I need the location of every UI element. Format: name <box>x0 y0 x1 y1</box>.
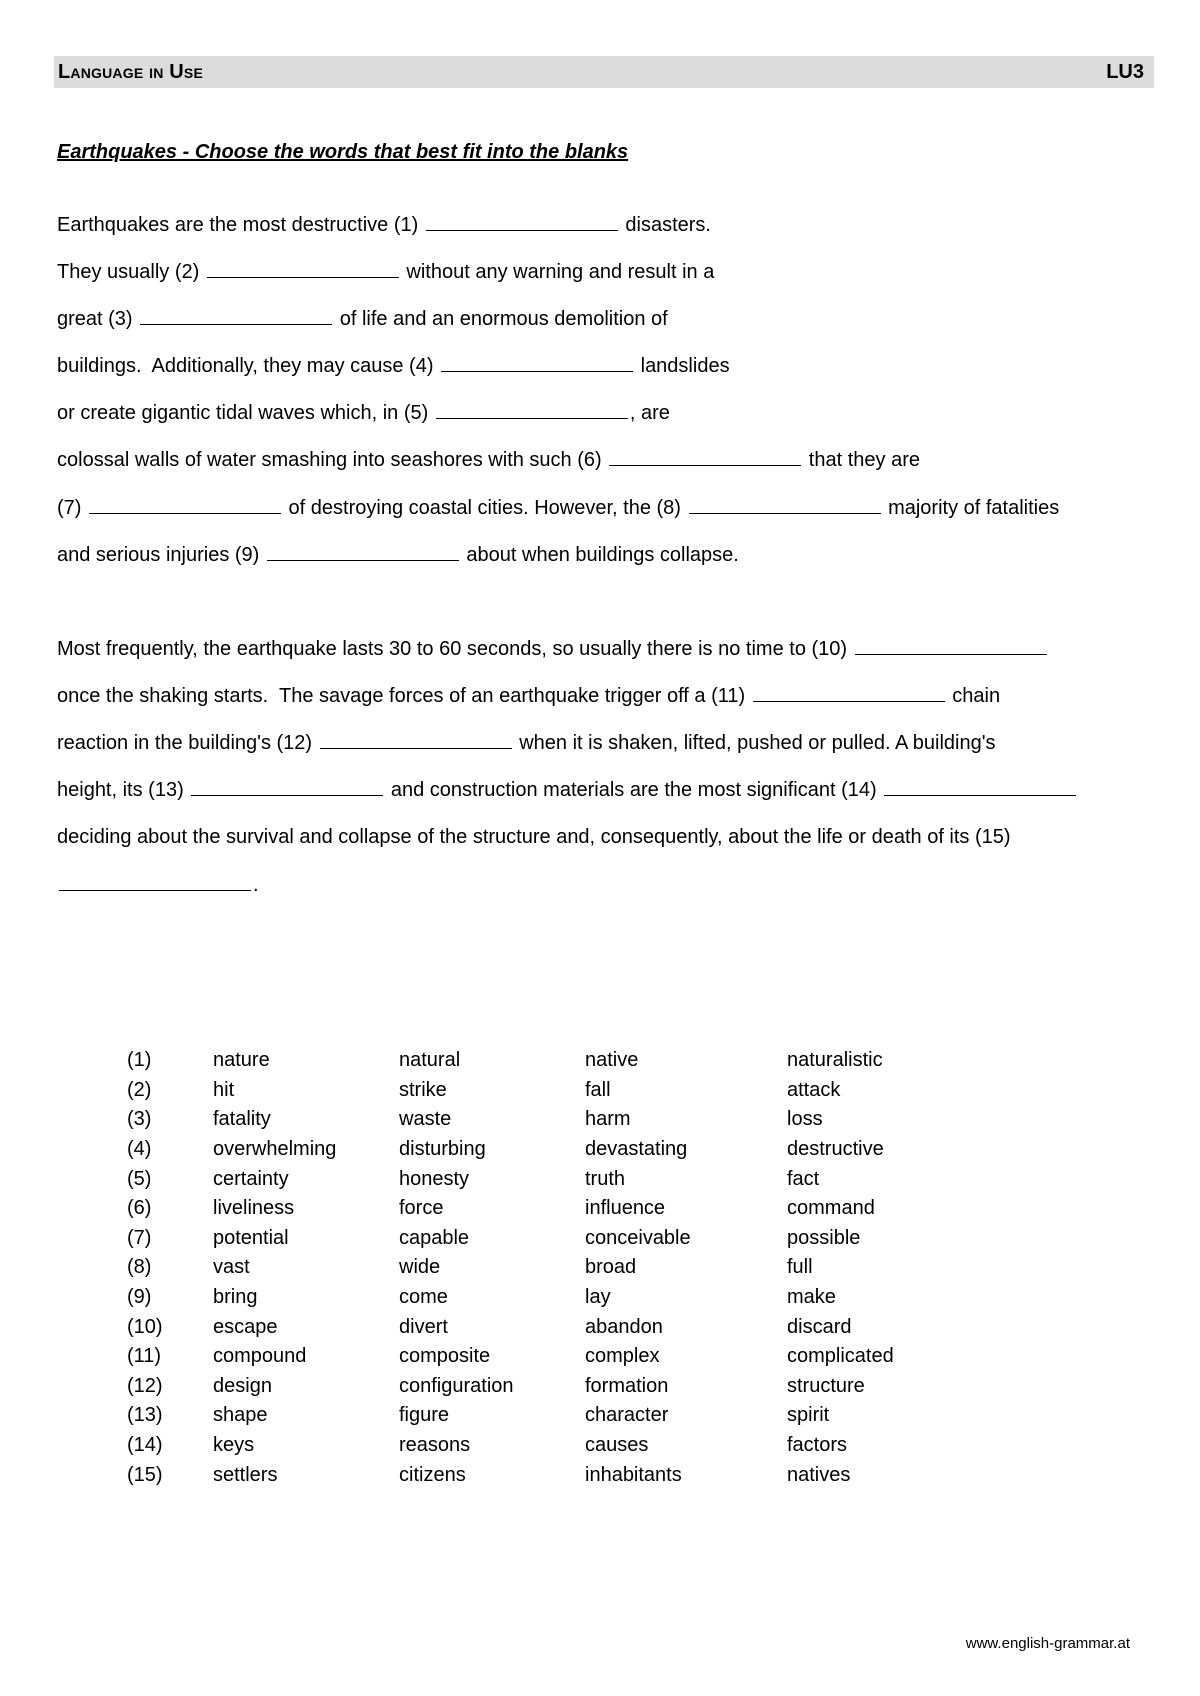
option-a: hit <box>213 1078 235 1101</box>
option-number: (2) <box>127 1078 152 1101</box>
passage-text: about when buildings collapse. <box>460 544 739 566</box>
option-b: force <box>399 1197 444 1220</box>
answer-blank[interactable] <box>140 306 332 325</box>
passage-text: and serious injuries (9) <box>57 544 265 566</box>
answer-blank[interactable] <box>320 730 512 749</box>
passage-text: chain <box>946 685 1001 707</box>
answer-blank[interactable] <box>441 353 633 372</box>
option-d: complicated <box>787 1345 894 1368</box>
option-row <box>127 1046 987 1076</box>
option-a: compound <box>213 1345 307 1368</box>
option-row <box>127 1164 987 1194</box>
option-a: settlers <box>213 1463 278 1486</box>
option-row <box>127 1224 987 1254</box>
option-d: attack <box>787 1078 841 1101</box>
option-row <box>127 1312 987 1342</box>
passage-line <box>57 542 739 567</box>
option-number: (12) <box>127 1374 163 1397</box>
option-c: lay <box>585 1286 611 1309</box>
option-d: full <box>787 1256 813 1279</box>
option-a: escape <box>213 1315 278 1338</box>
option-c: formation <box>585 1374 669 1397</box>
option-number: (5) <box>127 1167 152 1190</box>
option-d: factors <box>787 1434 848 1457</box>
option-b: divert <box>399 1315 448 1338</box>
option-d: destructive <box>787 1138 884 1161</box>
passage-text: colossal walls of water smashing into seashores with such (6) <box>57 449 608 471</box>
option-b: reasons <box>399 1434 471 1457</box>
option-d: fact <box>787 1167 820 1190</box>
option-c: complex <box>585 1345 660 1368</box>
option-c: native <box>585 1049 639 1072</box>
passage-text: Earthquakes are the most destructive (1) <box>57 214 424 236</box>
answer-blank[interactable] <box>689 495 881 514</box>
option-b: disturbing <box>399 1138 486 1161</box>
passage-line <box>57 400 670 425</box>
answer-blank[interactable] <box>426 212 618 231</box>
page-header <box>54 56 1154 88</box>
passage-text: buildings. Additionally, they may cause (4) <box>57 355 440 377</box>
option-a: nature <box>213 1049 270 1072</box>
option-c: truth <box>585 1167 626 1190</box>
option-d: loss <box>787 1108 823 1131</box>
answer-blank[interactable] <box>89 495 281 514</box>
passage-text: and construction materials are the most significant (14) <box>385 779 883 801</box>
header-code: LU3 <box>1106 60 1144 83</box>
option-c: abandon <box>585 1315 663 1338</box>
option-row <box>127 1460 987 1490</box>
option-b: figure <box>399 1404 450 1427</box>
option-row <box>127 1372 987 1402</box>
answer-blank[interactable] <box>609 447 801 466</box>
option-c: inhabitants <box>585 1463 682 1486</box>
option-d: natives <box>787 1463 851 1486</box>
option-number: (10) <box>127 1315 163 1338</box>
option-a: overwhelming <box>213 1138 337 1161</box>
option-row <box>127 1105 987 1135</box>
option-c: fall <box>585 1078 611 1101</box>
passage-text: or create gigantic tidal waves which, in (5) <box>57 402 434 424</box>
passage-text: , are <box>629 402 670 424</box>
option-c: character <box>585 1404 669 1427</box>
passage-text: disasters. <box>619 214 711 236</box>
option-number: (9) <box>127 1286 152 1309</box>
passage-text: height, its (13) <box>57 779 190 801</box>
option-a: design <box>213 1374 272 1397</box>
passage-text: landslides <box>635 355 730 377</box>
option-b: composite <box>399 1345 491 1368</box>
option-a: fatality <box>213 1108 271 1131</box>
option-number: (15) <box>127 1463 163 1486</box>
header-title: Language in Use <box>58 60 204 83</box>
option-number: (3) <box>127 1108 152 1131</box>
option-d: structure <box>787 1374 865 1397</box>
answer-blank[interactable] <box>855 636 1047 655</box>
option-row <box>127 1076 987 1106</box>
option-b: configuration <box>399 1374 514 1397</box>
option-d: possible <box>787 1226 861 1249</box>
options-table <box>127 1046 987 1490</box>
option-row <box>127 1194 987 1224</box>
passage-text: when it is shaken, lifted, pushed or pulled. A building's <box>513 732 996 754</box>
option-number: (11) <box>127 1345 162 1368</box>
option-a: vast <box>213 1256 250 1279</box>
answer-blank[interactable] <box>191 777 383 796</box>
option-number: (8) <box>127 1256 152 1279</box>
option-number: (13) <box>127 1404 163 1427</box>
option-b: strike <box>399 1078 447 1101</box>
option-b: citizens <box>399 1463 466 1486</box>
option-row <box>127 1431 987 1461</box>
option-b: waste <box>399 1108 452 1131</box>
option-row <box>127 1283 987 1313</box>
option-row <box>127 1401 987 1431</box>
option-c: influence <box>585 1197 666 1220</box>
option-b: honesty <box>399 1167 470 1190</box>
option-number: (7) <box>127 1226 152 1249</box>
option-row <box>127 1135 987 1165</box>
option-number: (6) <box>127 1197 152 1220</box>
passage-text: Most frequently, the earthquake lasts 30 to 60 seconds, so usually there is no time to (10) <box>57 638 853 660</box>
passage-line <box>57 777 1078 802</box>
option-a: keys <box>213 1434 255 1457</box>
passage-text: . <box>253 874 259 896</box>
passage-text: deciding about the survival and collapse of the structure and, consequently, about the life or death of its (15) <box>57 826 1011 848</box>
option-number: (4) <box>127 1138 152 1161</box>
answer-blank[interactable] <box>59 872 251 891</box>
option-d: discard <box>787 1315 852 1338</box>
option-number: (14) <box>127 1434 163 1457</box>
passage-line <box>57 872 259 897</box>
passage-text: without any warning and result in a <box>400 261 715 283</box>
option-d: command <box>787 1197 875 1220</box>
passage-text: of life and an enormous demolition of <box>334 308 668 330</box>
option-number: (1) <box>127 1049 152 1072</box>
option-c: harm <box>585 1108 631 1131</box>
option-d: spirit <box>787 1404 830 1427</box>
option-b: come <box>399 1286 448 1309</box>
footer-url: www.english-grammar.at <box>965 1635 1130 1652</box>
passage-line <box>57 212 711 237</box>
passage-line <box>57 730 996 755</box>
option-d: make <box>787 1286 836 1309</box>
passage-text: great (3) <box>57 308 139 330</box>
option-c: causes <box>585 1434 649 1457</box>
option-c: conceivable <box>585 1226 691 1249</box>
exercise-title: Earthquakes - Choose the words that best fit into the blanks <box>57 141 629 163</box>
passage-line <box>57 306 668 331</box>
answer-blank[interactable] <box>884 777 1076 796</box>
passage-line <box>57 495 1059 520</box>
answer-blank[interactable] <box>267 542 459 561</box>
option-b: capable <box>399 1226 470 1249</box>
option-d: naturalistic <box>787 1049 883 1072</box>
passage-line <box>57 259 714 284</box>
passage-text: that they are <box>803 449 920 471</box>
passage-line <box>57 683 1000 708</box>
option-a: potential <box>213 1226 289 1249</box>
passage-line <box>57 447 920 472</box>
answer-blank[interactable] <box>207 259 399 278</box>
option-c: devastating <box>585 1138 688 1161</box>
option-b: wide <box>399 1256 441 1279</box>
passage-text: majority of fatalities <box>882 497 1060 519</box>
option-a: shape <box>213 1404 268 1427</box>
answer-blank[interactable] <box>436 400 628 419</box>
passage-text: of destroying coastal cities. However, the (8) <box>283 497 687 519</box>
option-row <box>127 1342 987 1372</box>
passage-text: reaction in the building's (12) <box>57 732 318 754</box>
option-c: broad <box>585 1256 637 1279</box>
passage-text: once the shaking starts. The savage forces of an earthquake trigger off a (11) <box>57 685 751 707</box>
option-row <box>127 1253 987 1283</box>
answer-blank[interactable] <box>753 683 945 702</box>
option-a: liveliness <box>213 1197 295 1220</box>
passage-text: (7) <box>57 497 87 519</box>
option-a: bring <box>213 1286 258 1309</box>
passage-line <box>57 636 1049 661</box>
passage-line <box>57 825 1011 849</box>
passage-line <box>57 353 730 378</box>
passage-text: They usually (2) <box>57 261 205 283</box>
option-a: certainty <box>213 1167 289 1190</box>
option-b: natural <box>399 1049 461 1072</box>
